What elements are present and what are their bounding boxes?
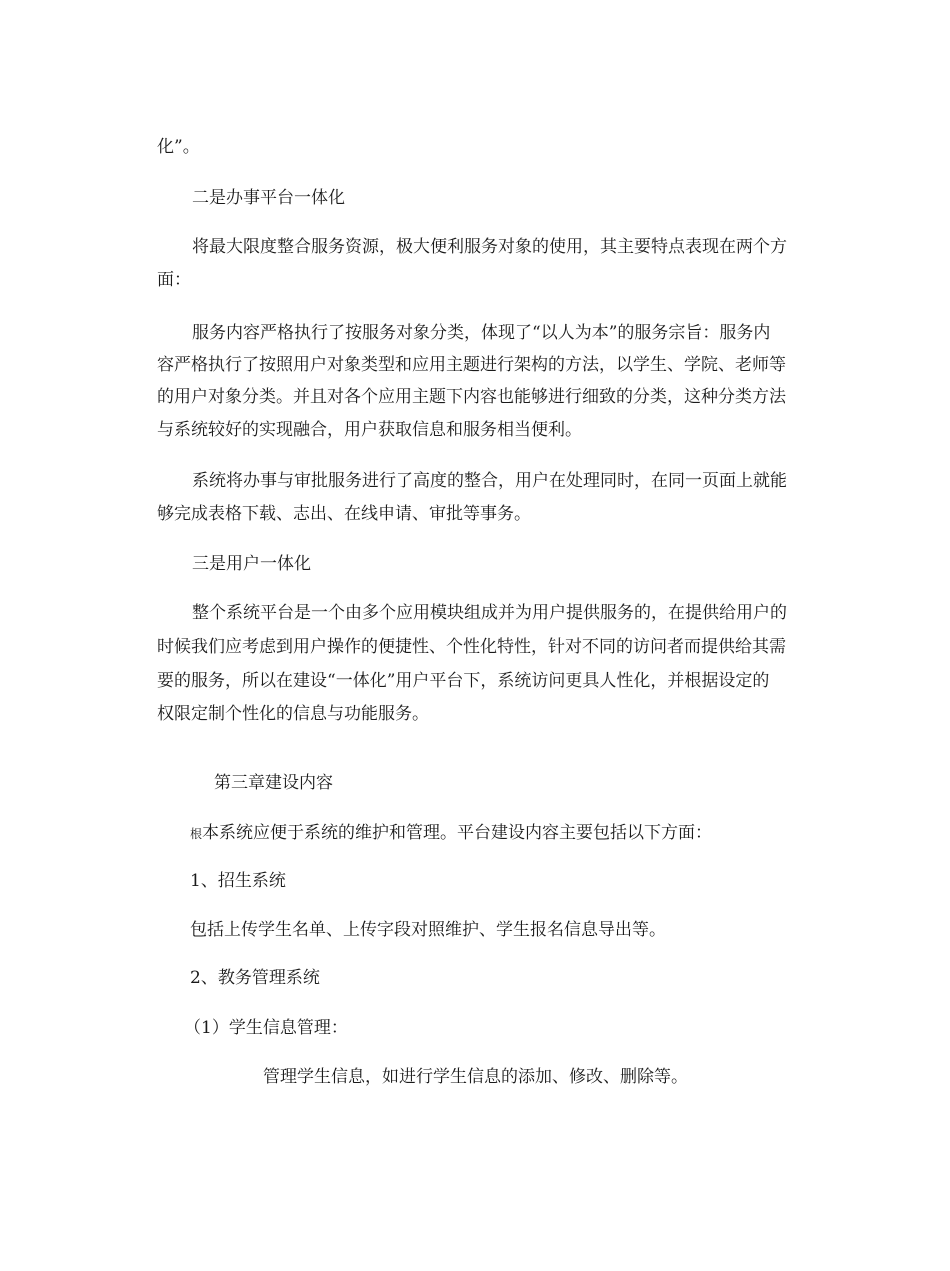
paragraph-line: 够完成表格下载、志出、在线申请、审批等事务。 [157, 504, 531, 524]
paragraph-continuation: 化”。 [157, 137, 200, 157]
paragraph-line: 容严格执行了按照用户对象类型和应用主题进行架构的方法，以学生、学院、老师等 [157, 355, 786, 375]
paragraph-line [190, 822, 712, 845]
sub-item-heading: （1）学生信息管理： [184, 1018, 348, 1038]
paragraph-line: 整个系统平台是一个由多个应用模块组成并为用户提供服务的，在提供给用户的 [192, 603, 787, 623]
paragraph-line: 的用户对象分类。并且对各个应用主题下内容也能够进行细致的分类，这种分类方法 [157, 387, 786, 407]
list-item-heading: 1、招生系统 [190, 871, 286, 891]
section-heading-3: 三是用户一体化 [192, 554, 311, 574]
chapter-heading: 第三章建设内容 [214, 773, 333, 793]
paragraph-text: 本系统应便于系统的维护和管理。平台建设内容主要包括以下方面： [202, 823, 713, 843]
sub-item-text: 管理学生信息，如进行学生信息的添加、修改、删除等。 [263, 1067, 688, 1087]
paragraph-line: 系统将办事与审批服务进行了高度的整合，用户在处理同时，在同一页面上就能 [192, 471, 787, 491]
paragraph-line: 权限定制个性化的信息与功能服务。 [157, 704, 429, 724]
paragraph-line: 服务内容严格执行了按服务对象分类，体现了“以人为本”的服务宗旨：服务内 [192, 323, 771, 343]
list-item-text: 包括上传学生名单、上传字段对照维护、学生报名信息导出等。 [190, 920, 666, 940]
paragraph-line: 时候我们应考虑到用户操作的便捷性、个性化特性，针对不同的访问者而提供给其需 [157, 637, 786, 657]
paragraph-line: 与系统较好的实现融合，用户获取信息和服务相当便利。 [157, 420, 582, 440]
section-heading-2: 二是办事平台一体化 [192, 188, 345, 208]
small-leading-character: 根 [190, 827, 203, 841]
list-item-heading: 2、教务管理系统 [190, 968, 320, 988]
paragraph-line: 要的服务，所以在建设“一体化”用户平台下，系统访问更具人性化，并根据设定的 [157, 671, 770, 691]
paragraph-line: 面： [157, 270, 191, 290]
paragraph-line: 将最大限度整合服务资源，极大便利服务对象的使用，其主要特点表现在两个方 [192, 237, 787, 257]
